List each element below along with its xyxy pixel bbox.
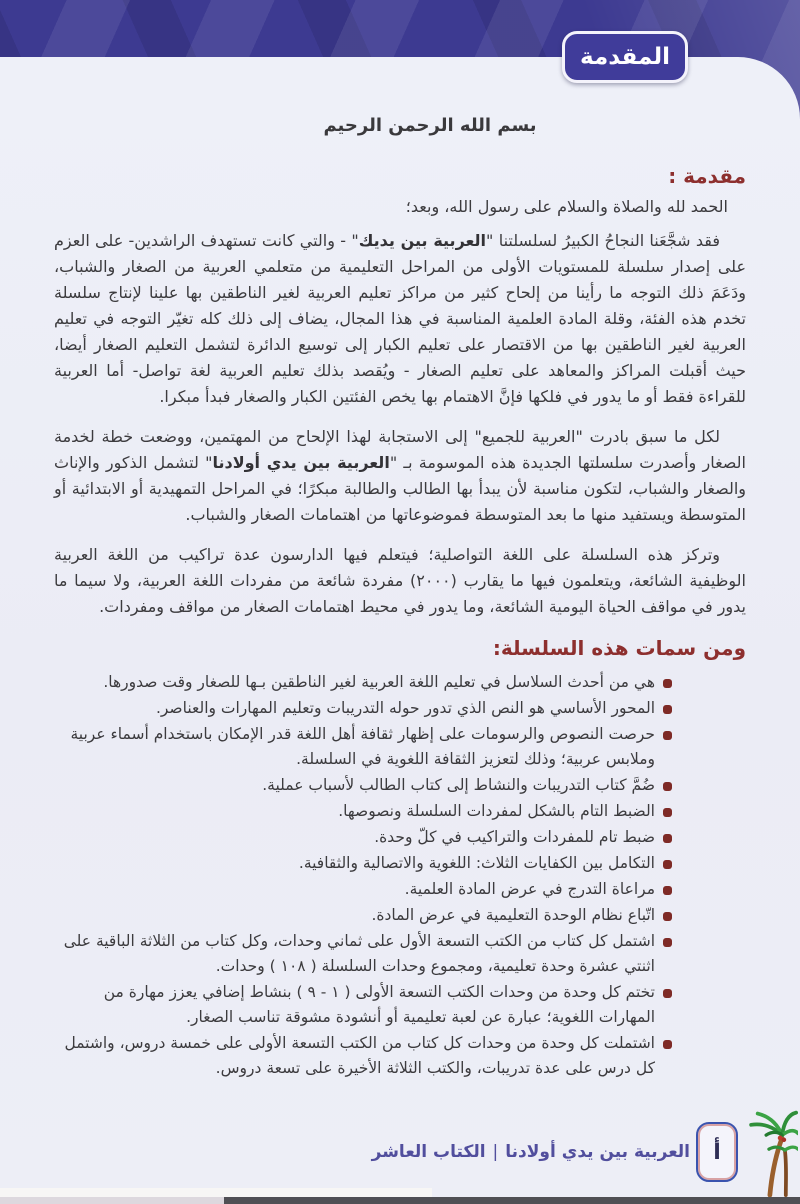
feature-item: اشتمل كل كتاب من الكتب التسعة الأول على ثماني وحدات، وكل كتاب من الثلاثة الباقية على اثنتي عشرة وحدة تعليمية، ومجموع وحدات السلسلة ( ١٠٨ ) وحدات. [54, 929, 672, 979]
page-number-badge [696, 1122, 738, 1182]
footer-divider: | [492, 1142, 499, 1162]
basmala-text: بسم الله الرحمن الرحيم [323, 115, 537, 136]
feature-item: اتّباع نظام الوحدة التعليمية في عرض المادة. [54, 903, 672, 928]
feature-item: ضُمَّ كتاب التدريبات والنشاط إلى كتاب الطالب لأسباب عملية. [54, 773, 672, 798]
features-heading: ومن سمات هذه السلسلة: [492, 636, 746, 660]
palm-tree-icon [738, 1106, 798, 1198]
chapter-tab-label: المقدمة [580, 44, 670, 70]
scan-edge-dark [224, 1197, 800, 1204]
feature-item: حرصت النصوص والرسومات على إظهار ثقافة أهل اللغة قدر الإمكان باستخدام أسماء عربية وملابس عربية؛ وذلك لتعزيز الثقافة اللغوية في السلسلة. [54, 722, 672, 772]
footer-book-title: الكتاب العاشر [371, 1142, 486, 1162]
salutation-line: الحمد لله والصلاة والسلام على رسول الله، وبعد؛ [405, 197, 728, 216]
intro-paragraph-2: لكل ما سبق بادرت "العربية للجميع" إلى الاستجابة لهذا الإلحاح من المهتمين، ووضعت خطة لخدمة الصغار وأصدرت سلسلتها الجديدة هذه الموسومة بـ "العربية بين يدي أولادنا" لتشمل الذكور والإناث والصغار والشباب، لتكون مناسبة لأن يبدأ بها الطالب والطالبة مبكرًا؛ في المراحل التمهيدية أو الابتدائية أو المتوسطة ويستفيد منها ما بعد المتوسطة فموضوعاتها من اهتمامات الصغار والشباب. [54, 427, 747, 524]
feature-item: التكامل بين الكفايات الثلاث: اللغوية والاتصالية والثقافية. [54, 851, 672, 876]
scan-edge-light [0, 1188, 432, 1197]
intro-heading: مقدمة : [668, 164, 746, 188]
feature-item: الضبط التام بالشكل لمفردات السلسلة ونصوصها. [54, 799, 672, 824]
chapter-tab [562, 31, 688, 83]
feature-item: اشتملت كل وحدة من وحدات كل كتاب من الكتب التسعة الأولى على خمسة دروس، واشتمل كل درس على عدة تدريبات، والكتب الثلاثة الأخيرة على تسعة دروس. [54, 1031, 672, 1081]
features-list [54, 670, 672, 1081]
scan-edge-left [0, 1197, 224, 1204]
feature-item: هي من أحدث السلاسل في تعليم اللغة العربية لغير الناطقين بـها للصغار وقت صدورها. [54, 670, 672, 695]
page-content [0, 57, 800, 1204]
feature-item: تختم كل وحدة من وحدات الكتب التسعة الأولى ( ١ - ٩ ) بنشاط إضافي يعزز مهارة من المهارات اللغوية؛ عبارة عن لعبة تعليمية أو أنشودة مشوقة تناسب الصغار. [54, 980, 672, 1030]
page-letter-label: أ [713, 1139, 721, 1165]
intro-paragraph-3: وتركز هذه السلسلة على اللغة التواصلية؛ فيتعلم فيها الدارسون عدة تراكيب من اللغة العربية الوظيفية الشائعة، ويتعلمون فيها ما يقارب (٢٠٠٠) مفردة شائعة من مفردات اللغة العربية، ولا سيما ما يدور في مواقف الحياة اليومية الشائعة، وما يدور في محيط اهتمامات الصغار من مواقف ومفردات. [54, 545, 746, 616]
feature-item: ضبط تام للمفردات والتراكيب في كلّ وحدة. [54, 825, 672, 850]
feature-item: مراعاة التدرج في عرض المادة العلمية. [54, 877, 672, 902]
feature-item: المحور الأساسي هو النص الذي تدور حوله التدريبات وتعليم المهارات والعناصر. [54, 696, 672, 721]
intro-paragraph-1: فقد شجَّعَنا النجاحُ الكبيرُ لسلسلتنا "العربية بين يديك" - والتي كانت تستهدف الراشدين- على العزم على إصدار سلسلة للمستويات الأولى من المراحل التعليمية من متعلمي العربية من الصغار والشباب، ودَعَمَ ذلك التوجه ما رأينا من إلحاح كثير من مراكز تعليم العربية لغير الناطقين بها علينا لإنتاج سلسلة تخدم هذه الفئة، وقلة المادة العلمية المناسبة في هذا المجال، يضاف إلى ذلك كله تغيّر التوجه في تعليم العربية لغير الناطقين بها من الاقتصار على تعليم الكبار إلى توسيع الدائرة لتشمل التعليم الصغار أيضا، حيث أقبلت المراكز والمعاهد على تعليم الصغار - ويُقصد بذلك تعليم العربية لغة تواصل- أما العربية للقراءة فقط أو ما يدور في فلكها فإنَّ الاهتمام بها يخص الفئتين الكبار والصغار فبدأ مبكرا. [54, 231, 746, 406]
footer-series-title: العربية بين يدي أولادنا [505, 1142, 690, 1162]
footer-title [372, 1142, 690, 1162]
